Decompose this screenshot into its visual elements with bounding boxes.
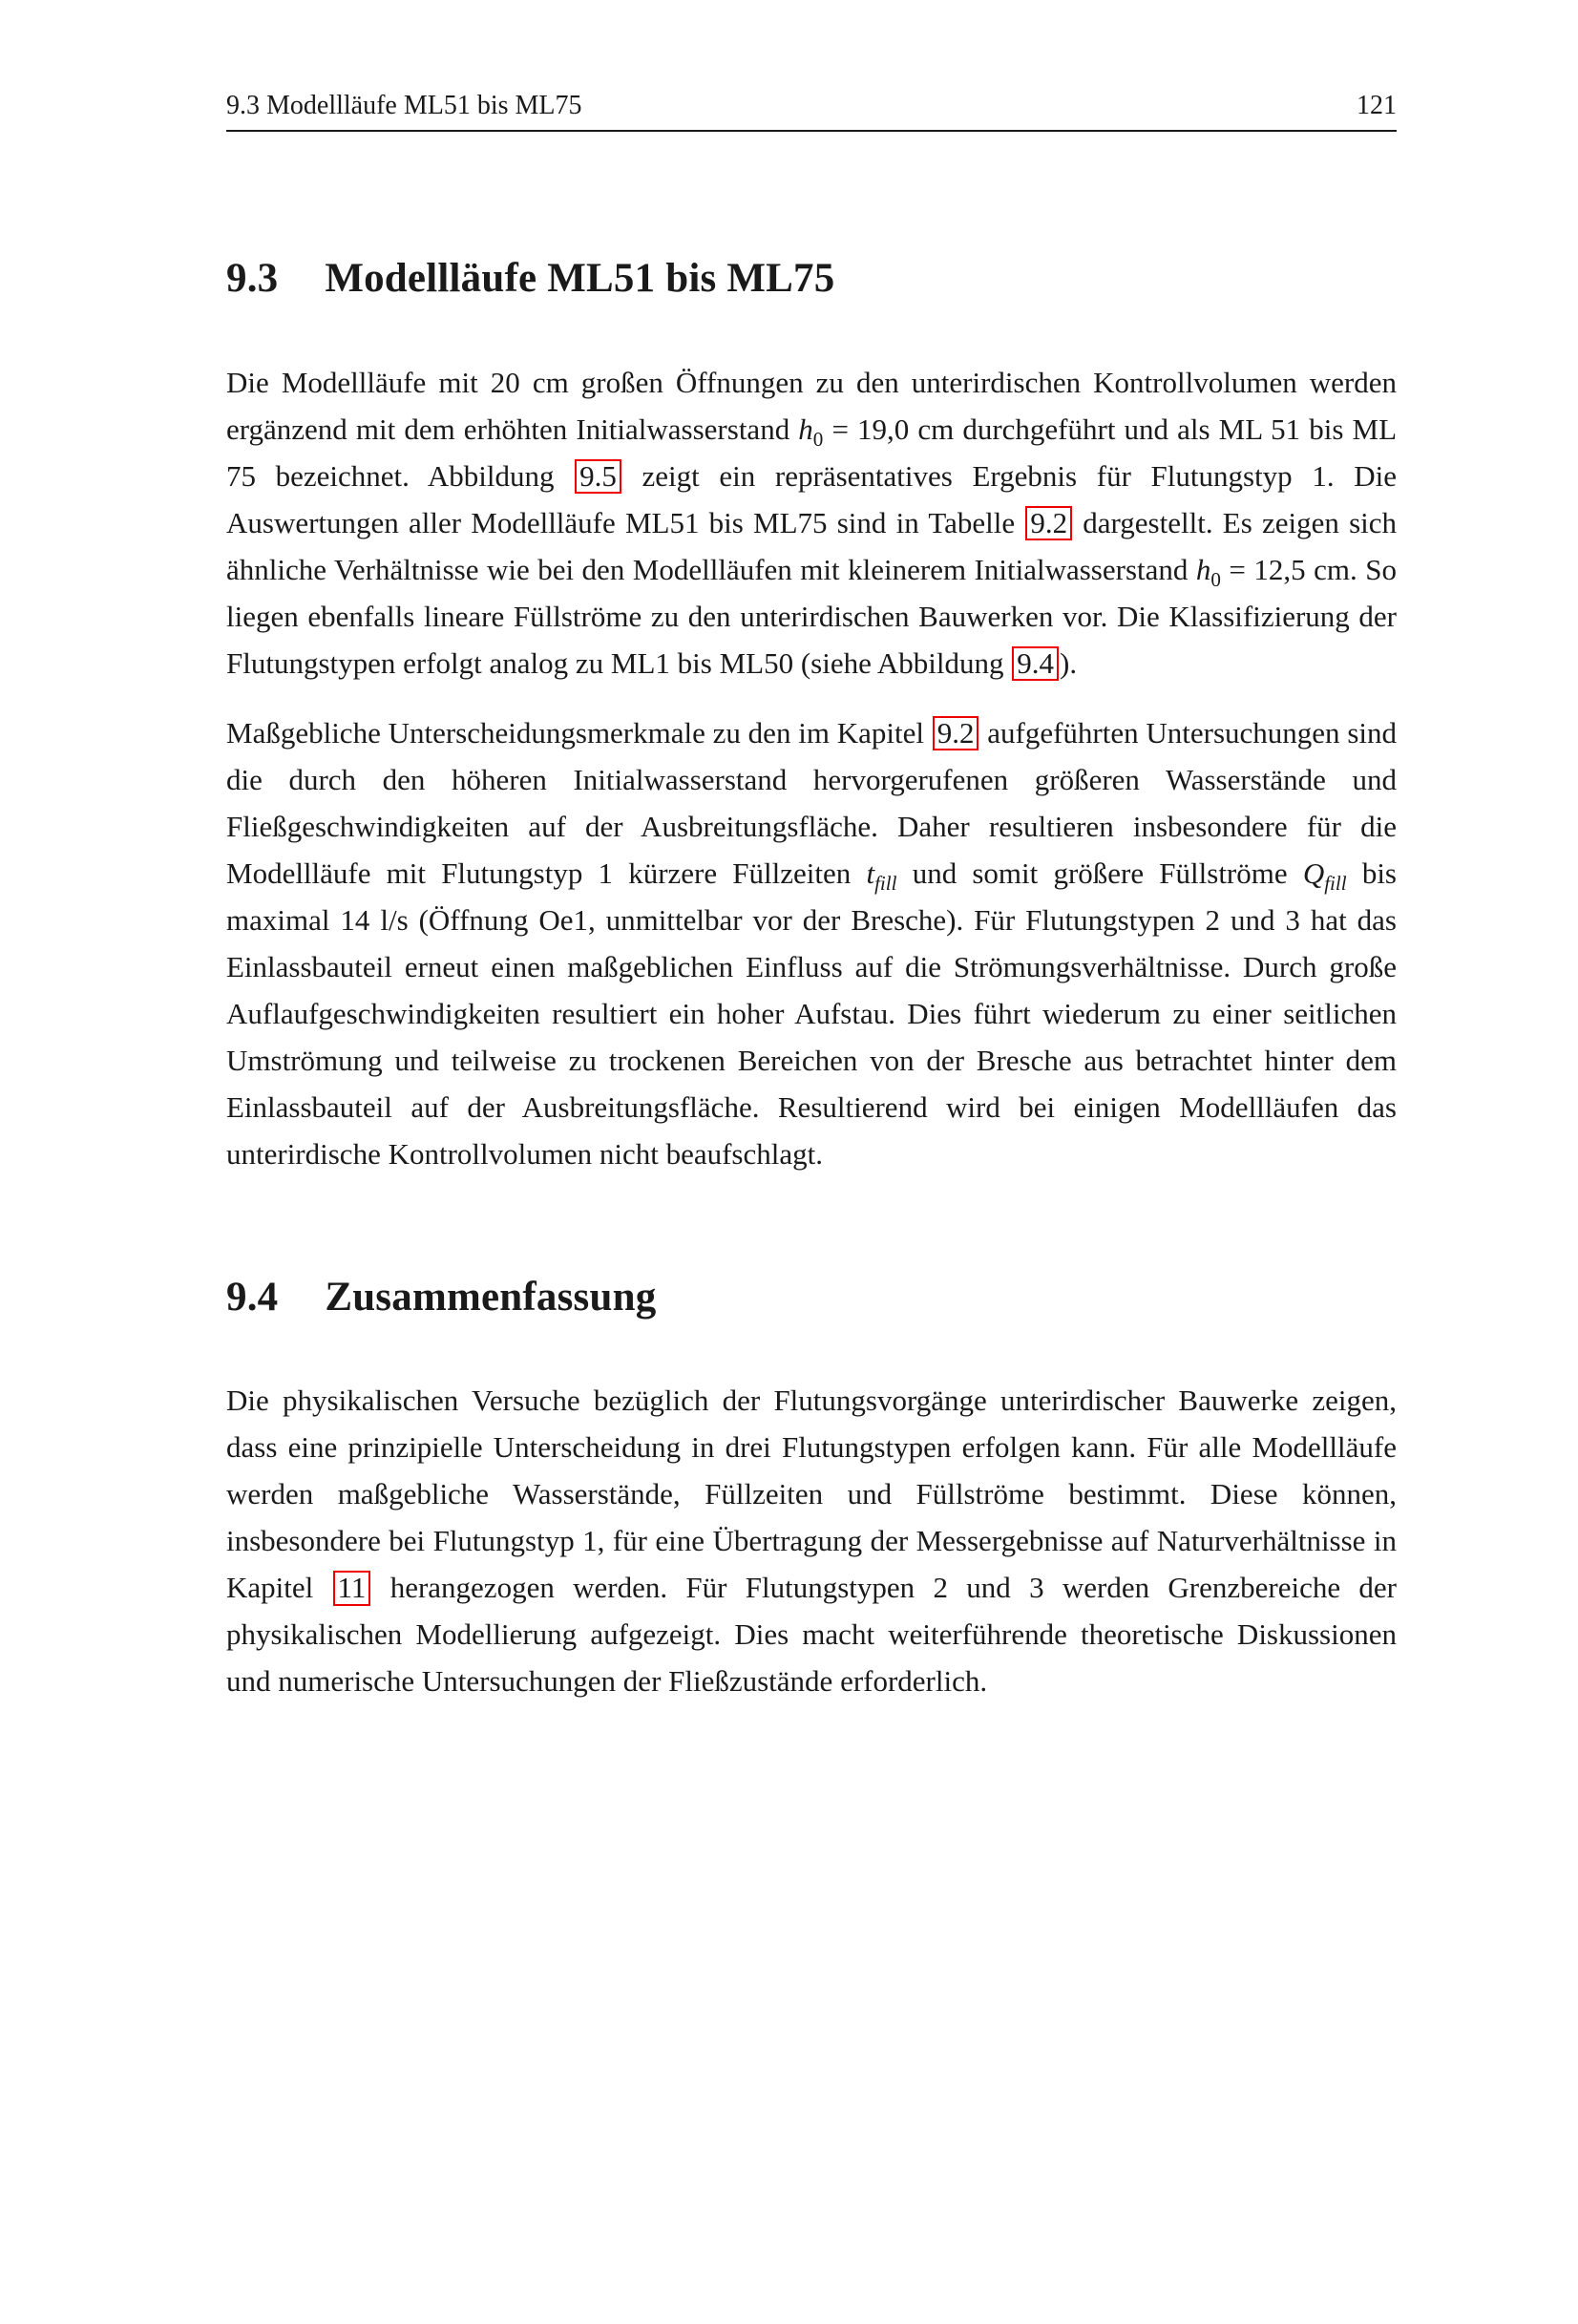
section-9-4	[226, 1273, 1397, 1705]
math-variable: $h_0$	[798, 412, 824, 451]
header-section-title: 9.3 Modellläufe ML51 bis ML75	[226, 91, 582, 120]
math-variable: $h_0$	[1195, 552, 1221, 591]
math-variable: $Q_{fill}$	[1302, 856, 1347, 895]
cross-reference-link[interactable]: 9.2	[1025, 506, 1072, 541]
section-title: Modellläufe ML51 bis ML75	[325, 256, 835, 302]
section-title: Zusammenfassung	[325, 1274, 657, 1320]
header-page-number: 121	[1357, 91, 1397, 120]
cross-reference-link[interactable]: 9.4	[1012, 646, 1059, 682]
paragraph: Die physikalischen Versuche bezüglich der Flutungsvorgänge unterirdischer Bauwerke zeigen, dass eine prinzipielle Unterscheidung in drei Flutungstypen erfolgen kann. Für alle Modellläufe werden maßgebliche Wasserstände, Füllzeiten und Füllströme bestimmt. Diese können, insbesondere bei Flutungstyp 1, für eine Übertragung der Messergebnisse auf Naturverhältnisse in Kapitel 11 herangezogen werden. Für Flutungstypen 2 und 3 werden Grenzbereiche der physikalischen Modellierung aufgezeigt. Dies macht weiterführende theoretische Diskussionen und numerische Untersuchungen der Fließzustände erforderlich.	[226, 1384, 1397, 1699]
document-page	[0, 91, 1578, 2324]
cross-reference-link[interactable]: 9.5	[575, 459, 621, 495]
cross-reference-link[interactable]: 9.2	[933, 716, 979, 751]
paragraph: Maßgebliche Unterscheidungsmerkmale zu den im Kapitel 9.2 aufgeführten Untersuchungen sind die durch den höheren Initialwasserstand hervorgerufenen größeren Wasserstände und Fließgeschwindigkeiten auf der Ausbreitungsfläche. Daher resultieren insbesondere für die Modellläufe mit Flutungstyp 1 kürzere Füllzeiten $t_{fill}$ und somit größere Füllströme $Q_{fill}$ bis maximal 14 l/s (Öffnung Oe1, unmittelbar vor der Bresche). Für Flutungstypen 2 und 3 hat das Einlassbauteil erneut einen maßgeblichen Einfluss auf die Strömungsverhältnisse. Durch große Auflaufgeschwindigkeiten resultiert ein hoher Aufstau. Dies führt wiederum zu einer seitlichen Umströmung und teilweise zu trockenen Bereichen von der Bresche aus betrachtet hinter dem Einlassbauteil auf der Ausbreitungsfläche. Resultierend wird bei einigen Modellläufen das unterirdische Kontrollvolumen nicht beaufschlagt.	[226, 715, 1397, 1171]
section-number: 9.4	[226, 1274, 279, 1320]
page-body	[226, 254, 1397, 1704]
section-heading-modelllaeufe	[226, 254, 1397, 304]
page-header	[226, 91, 1397, 132]
section-number: 9.3	[226, 256, 279, 302]
section-9-3	[226, 254, 1397, 1177]
section-heading-zusammenfassung	[226, 1273, 1397, 1322]
paragraph: Die Modellläufe mit 20 cm großen Öffnungen zu den unterirdischen Kontrollvolumen werden ergänzend mit dem erhöhten Initialwasserstand $h_0 = 19,0$ cm durchgeführt und als ML 51 bis ML 75 bezeichnet. Abbildung 9.5 zeigt ein repräsentatives Ergebnis für Flutungstyp 1. Die Auswertungen aller Modellläufe ML51 bis ML75 sind in Tabelle 9.2 dargestellt. Es zeigen sich ähnliche Verhältnisse wie bei den Modellläufen mit kleinerem Initialwasserstand $h_0 = 12,5$ cm. So liegen ebenfalls lineare Füllströme zu den unterirdischen Bauwerken vor. Die Klassifizierung der Flutungstypen erfolgt analog zu ML1 bis ML50 (siehe Abbildung 9.4 ).	[226, 365, 1398, 680]
cross-reference-link[interactable]: 11	[333, 1571, 371, 1606]
math-variable: $t_{fill}$	[866, 856, 897, 895]
